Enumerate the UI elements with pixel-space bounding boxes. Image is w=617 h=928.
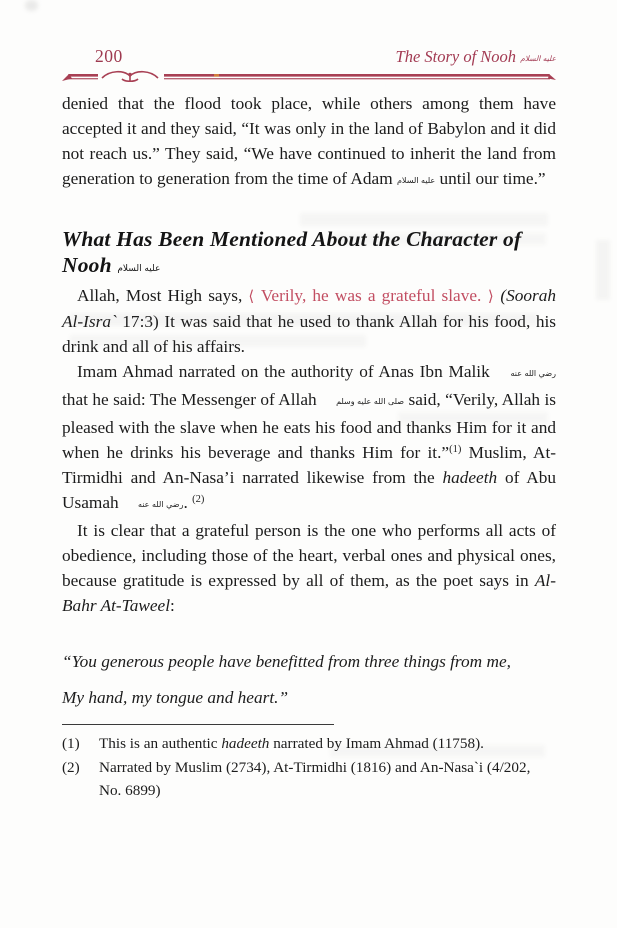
paragraph-hadeeth xyxy=(62,359,556,518)
poem-line-2: My hand, my tongue and heart.” xyxy=(62,688,289,707)
footnote-number: (1) xyxy=(62,735,80,752)
running-title xyxy=(396,47,556,67)
paragraph-text: 17:3) It was said that he used to thank Allah for his food, his drink and all of his affairs. xyxy=(62,312,556,356)
italic-term: Al-Bahr At-Taweel xyxy=(62,571,556,615)
honorific-mark: صلى الله عليه وسلم xyxy=(336,397,405,406)
quran-quote-text: Verily, he was a grateful slave. xyxy=(260,286,482,305)
honorific-mark: رضي الله عنه xyxy=(510,369,556,378)
footnote-2 xyxy=(62,756,556,802)
paragraph-gratitude xyxy=(62,518,556,618)
italic-term: hadeeth xyxy=(221,735,270,752)
footnote-text-part: This is an authentic xyxy=(99,735,222,752)
honorific-mark: عليه السلام xyxy=(520,54,556,63)
footnote-text-part: narrated by Imam Ahmad (11758). xyxy=(269,735,484,752)
poem-line-1: “You generous people have benefitted from three things from me, xyxy=(62,652,511,671)
footnotes xyxy=(62,732,556,802)
paragraph-text: until our time.” xyxy=(435,169,546,188)
honorific-mark: عليه السلام xyxy=(117,264,161,274)
paragraph-text: It is clear that a grateful person is the one who performs all acts of obedience, including those of the heart, verbal ones and physical ones, because gratitude is expressed by all of them, as the poet says in xyxy=(62,521,556,590)
header-ornament-rule xyxy=(62,69,556,86)
paragraph-text: Imam Ahmad narrated on the authority of Anas Ibn Malik xyxy=(77,362,496,381)
ornate-close-bracket: ⟩ xyxy=(481,287,501,305)
footnote-1 xyxy=(62,732,556,755)
paragraph-text: said, “Verily, Allah is pleased with the slave when he eats his food and thanks Him for it and when he drinks his beverage and thanks Him for it.” xyxy=(62,390,556,462)
paragraph-text: denied that the flood took place, while others among them have accepted it and they said, “It was only in the land of Babylon and it did not reach us.” They said, “We have continued to inherit the land from generation to generation from the time of Adam xyxy=(62,94,556,188)
section-heading xyxy=(62,226,556,283)
page-header xyxy=(62,46,556,67)
paragraph-text: Muslim, At-Tirmidhi and An-Nasa’i narrated likewise from the xyxy=(62,443,557,487)
footnote-marker-2: (2) xyxy=(192,494,205,505)
soorah-reference: (Soorah Al-Isra` xyxy=(62,286,557,331)
paragraph-quran-quote xyxy=(62,283,556,359)
italic-term: hadeeth xyxy=(442,468,498,487)
running-title-text: The Story of Nooh xyxy=(395,47,517,66)
honorific-mark: رضي الله عنه xyxy=(137,500,184,509)
paragraph-text: . xyxy=(183,493,193,512)
paragraph-text: : xyxy=(170,596,175,615)
paragraph-text: of Abu Usamah xyxy=(62,468,556,512)
page-body xyxy=(62,91,556,802)
paragraph-flood-denied xyxy=(62,91,556,194)
section-heading-text: What Has Been Mentioned About the Character of Nooh xyxy=(62,227,522,277)
honorific-mark: عليه السلام xyxy=(396,176,436,185)
ornate-open-bracket: ⟨ xyxy=(248,287,261,305)
footnote-separator xyxy=(62,724,334,725)
footnote-text xyxy=(99,732,556,755)
page-number: 200 xyxy=(95,46,123,66)
footnote-text: Narrated by Muslim (2734), At-Tirmidhi (1816) and An-Nasa`i (4/202, No. 6899) xyxy=(99,759,531,799)
paragraph-text: Allah, Most High says, xyxy=(77,286,249,305)
footnote-number: (2) xyxy=(62,759,80,776)
poem-couplet xyxy=(62,644,556,716)
paragraph-text: that he said: The Messenger of Allah xyxy=(62,390,322,409)
footnote-marker-1: (1) xyxy=(449,444,462,455)
